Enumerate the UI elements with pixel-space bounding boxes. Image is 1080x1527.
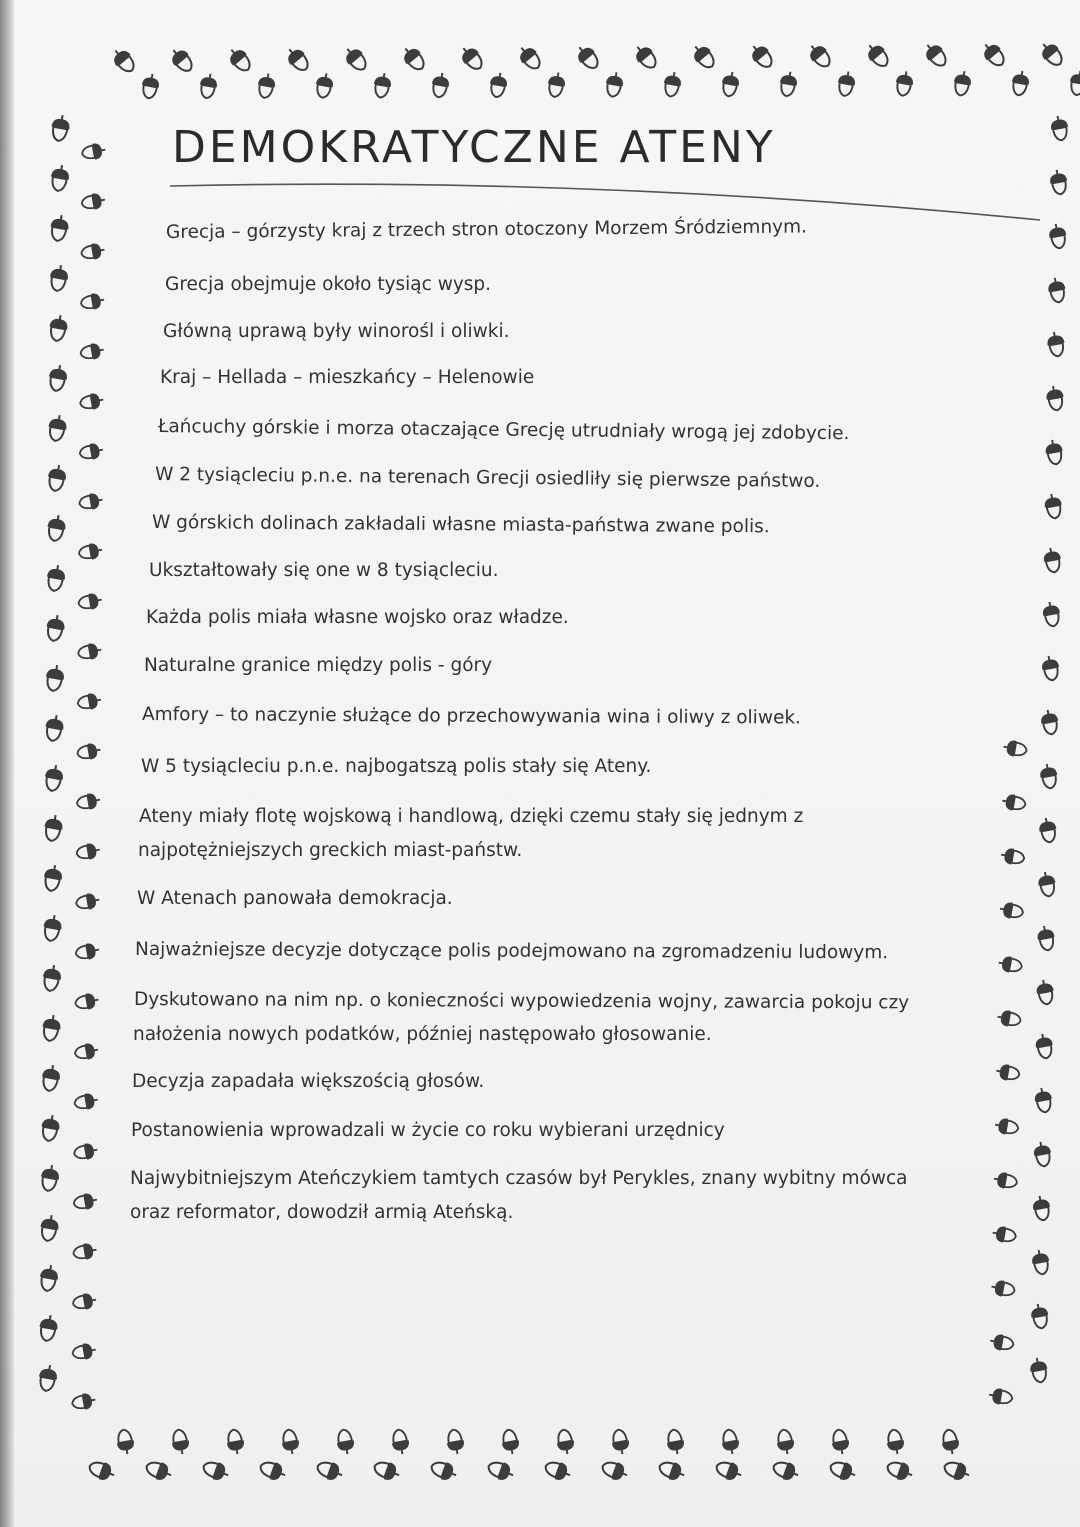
text-line: Postanowienia wprowadzali w życie co roku wybierani urzędnicy bbox=[131, 1120, 725, 1141]
text-line: nałożenia nowych podatków, później następowało głosowanie. bbox=[133, 1024, 712, 1045]
text-line: W 5 tysiącleciu p.n.e. najbogatszą polis stały się Ateny. bbox=[141, 756, 652, 777]
text-line: Dyskutowano na nim np. o konieczności wypowiedzenia wojny, zawarcia pokoju czy bbox=[133, 989, 910, 1014]
text-line: Kraj – Hellada – mieszkańcy – Helenowie bbox=[160, 367, 535, 388]
text-line: najpotężniejszych greckich miast-państw. bbox=[138, 840, 523, 861]
text-line: W 2 tysiącleciu p.n.e. na terenach Grecji osiedliły się pierwsze państwo. bbox=[154, 464, 821, 492]
text-line: W górskich dolinach zakładali własne miasta-państwa zwane polis. bbox=[151, 512, 770, 538]
text-line: Ukształtowały się one w 8 tysiącleciu. bbox=[149, 560, 499, 581]
text-line: Najważniejsze decyzje dotyczące polis podejmowano na zgromadzeniu ludowym. bbox=[134, 939, 889, 964]
text-line: Łańcuchy górskie i morza otaczające Grecję utrudniały wrogą jej zdobycie. bbox=[157, 416, 850, 445]
text-line: Decyzja zapadała większością głosów. bbox=[132, 1071, 485, 1092]
text-line: Grecja obejmuje około tysiąc wysp. bbox=[165, 274, 492, 295]
text-line: Grecja – górzysty kraj z trzech stron otoczony Morzem Śródziemnym. bbox=[165, 216, 808, 243]
text-line: Główną uprawą były winorośl i oliwki. bbox=[163, 321, 510, 342]
page-title: DEMOKRATYCZNE ATENY bbox=[172, 122, 776, 173]
text-line: Naturalne granice między polis - góry bbox=[144, 655, 493, 676]
text-line: Amfory – to naczynie służące do przechowywania wina i oliwy z oliwek. bbox=[141, 704, 802, 729]
text-line: Ateny miały flotę wojskową i handlową, dzięki czemu stały się jednym z bbox=[139, 806, 804, 827]
text-line: oraz reformator, dowodził armią Ateńską. bbox=[130, 1202, 514, 1223]
text-line: Każda polis miała własne wojsko oraz władze. bbox=[146, 607, 569, 628]
text-line: W Atenach panowała demokracja. bbox=[137, 888, 453, 909]
text-line: Najwybitniejszym Ateńczykiem tamtych czasów był Perykles, znany wybitny mówca bbox=[130, 1168, 908, 1189]
